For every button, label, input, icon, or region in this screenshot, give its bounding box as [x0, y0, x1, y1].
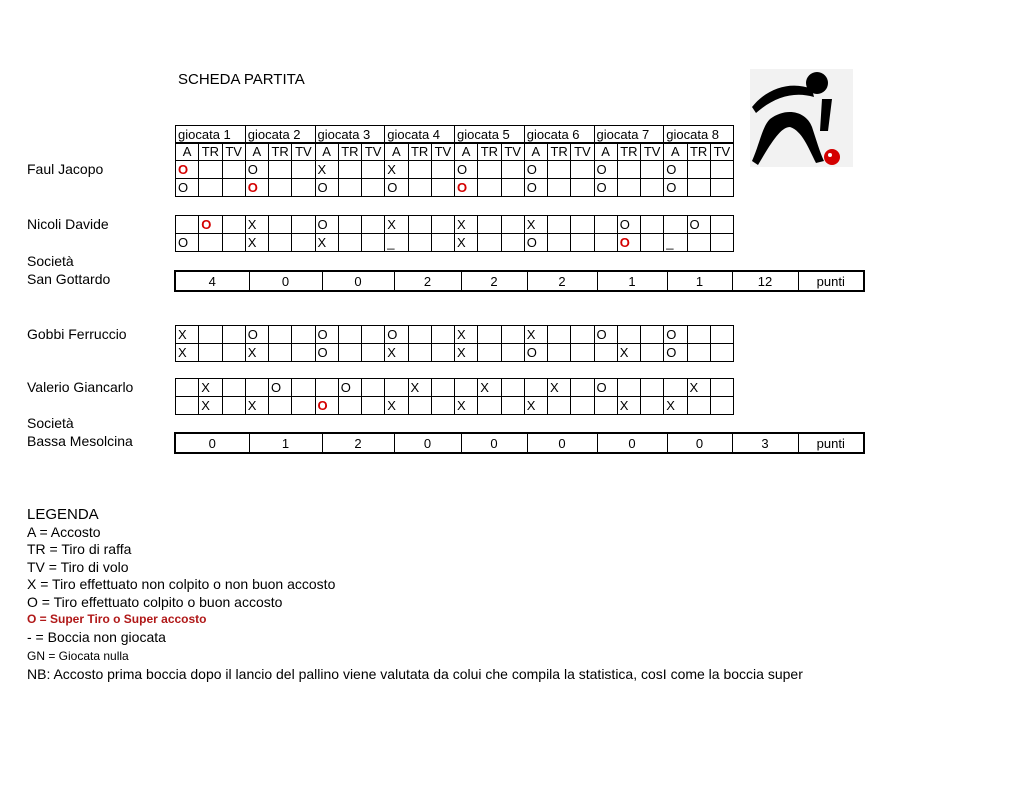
- shot-cell: [641, 397, 664, 415]
- shot-cell: X: [687, 379, 710, 397]
- shot-cell: [222, 326, 245, 344]
- shot-cell: [362, 179, 385, 197]
- shot-cell: [338, 161, 361, 179]
- legend-line: X = Tiro effettuato non colpito o non buon accosto: [27, 576, 336, 592]
- score-cell: 3: [732, 434, 798, 452]
- score-cell: 2: [461, 272, 527, 290]
- shot-cell: [222, 379, 245, 397]
- shot-cell: [245, 379, 268, 397]
- shot-cell: [548, 326, 571, 344]
- shot-cell: O: [524, 161, 547, 179]
- shot-cell: [292, 344, 315, 362]
- legend-super: O = Super Tiro o Super accosto: [27, 612, 207, 626]
- shot-cell: X: [455, 326, 478, 344]
- shot-cell: [687, 161, 710, 179]
- score-cell: 1: [667, 272, 732, 290]
- score-cell: 2: [394, 272, 461, 290]
- societa-name: San Gottardo: [27, 271, 111, 287]
- shot-cell: [222, 161, 245, 179]
- shot-cell: [710, 161, 733, 179]
- giocata-header: giocata 3: [315, 126, 385, 144]
- shot-cell: O: [664, 326, 687, 344]
- shot-type-label: TV: [362, 143, 385, 161]
- score-cell: punti: [798, 434, 863, 452]
- shot-cell: [362, 326, 385, 344]
- shot-cell: [571, 344, 594, 362]
- shot-cell: [292, 397, 315, 415]
- shot-cell: [594, 234, 617, 252]
- shot-cell: [501, 379, 524, 397]
- score-cell: 0: [249, 272, 322, 290]
- shot-cell: [478, 216, 501, 234]
- shot-cell: [641, 234, 664, 252]
- shot-cell: O: [245, 326, 268, 344]
- shot-cell: X: [617, 344, 640, 362]
- shot-cell: O: [176, 234, 199, 252]
- shot-cell: [710, 397, 733, 415]
- shot-cell: [362, 216, 385, 234]
- shot-cell: [664, 379, 687, 397]
- giocata-header: giocata 2: [245, 126, 315, 144]
- shot-cell: X: [199, 397, 222, 415]
- shot-cell: [362, 344, 385, 362]
- shot-cell: [524, 379, 547, 397]
- shot-cell: [408, 161, 431, 179]
- score-cell: 2: [527, 272, 597, 290]
- shot-cell: [687, 179, 710, 197]
- shot-cell: [501, 344, 524, 362]
- shot-cell: [455, 379, 478, 397]
- societa-name: Bassa Mesolcina: [27, 433, 133, 449]
- shot-cell: [478, 234, 501, 252]
- shot-cell: [269, 179, 292, 197]
- shot-cell: O: [199, 216, 222, 234]
- shot-cell: [594, 344, 617, 362]
- shot-cell: [594, 397, 617, 415]
- shot-cell: O: [594, 179, 617, 197]
- score-cell: 0: [527, 434, 597, 452]
- shot-cell: [548, 397, 571, 415]
- shot-cell: [292, 234, 315, 252]
- shot-type-label: TV: [571, 143, 594, 161]
- shot-cell: O: [315, 397, 338, 415]
- score-cell: 1: [597, 272, 667, 290]
- shot-cell: [269, 344, 292, 362]
- shot-cell: X: [664, 397, 687, 415]
- shot-cell: [478, 344, 501, 362]
- shot-cell: [687, 397, 710, 415]
- shot-type-label: TR: [199, 143, 222, 161]
- shot-cell: [338, 397, 361, 415]
- shot-cell: O: [594, 326, 617, 344]
- shot-cell: [199, 344, 222, 362]
- shot-cell: [617, 379, 640, 397]
- player-shots: [175, 160, 734, 197]
- shot-cell: [501, 216, 524, 234]
- legend-line: A = Accosto: [27, 523, 101, 540]
- shot-cell: [176, 397, 199, 415]
- score-cell: 0: [394, 434, 461, 452]
- page-title: SCHEDA PARTITA: [178, 71, 305, 88]
- shot-cell: [222, 216, 245, 234]
- shot-cell: [571, 379, 594, 397]
- shot-cell: [431, 161, 454, 179]
- shot-cell: X: [245, 234, 268, 252]
- shot-cell: O: [245, 179, 268, 197]
- shot-cell: [315, 379, 338, 397]
- shot-cell: [571, 216, 594, 234]
- shot-cell: O: [524, 234, 547, 252]
- shot-type-header: [175, 142, 734, 161]
- shot-cell: [269, 216, 292, 234]
- shot-cell: [571, 397, 594, 415]
- giocata-header: giocata 1: [176, 126, 246, 144]
- shot-cell: [292, 326, 315, 344]
- score-cell: 2: [322, 434, 394, 452]
- shot-cell: [199, 179, 222, 197]
- shot-cell: [501, 161, 524, 179]
- shot-cell: O: [664, 161, 687, 179]
- shot-cell: X: [385, 397, 408, 415]
- shot-cell: [710, 234, 733, 252]
- shot-cell: [362, 397, 385, 415]
- giocata-header: giocata 6: [524, 126, 594, 144]
- shot-cell: [431, 216, 454, 234]
- shot-type-label: A: [245, 143, 268, 161]
- shot-type-label: TV: [501, 143, 524, 161]
- score-cell: 4: [208, 273, 216, 289]
- score-cell: 1: [249, 434, 322, 452]
- shot-cell: [269, 326, 292, 344]
- shot-type-label: A: [664, 143, 687, 161]
- shot-cell: [431, 344, 454, 362]
- shot-type-label: A: [385, 143, 408, 161]
- shot-cell: O: [524, 179, 547, 197]
- giocata-header: giocata 7: [594, 126, 664, 144]
- shot-cell: [478, 397, 501, 415]
- shot-cell: X: [176, 344, 199, 362]
- shot-cell: [269, 234, 292, 252]
- shot-cell: [222, 344, 245, 362]
- shot-cell: [571, 234, 594, 252]
- shot-type-label: A: [315, 143, 338, 161]
- shot-type-label: TV: [431, 143, 454, 161]
- shot-cell: X: [385, 216, 408, 234]
- score-row: [174, 270, 865, 292]
- shot-cell: [641, 344, 664, 362]
- shot-cell: [594, 216, 617, 234]
- score-cell: 0: [322, 272, 394, 290]
- shot-cell: X: [524, 216, 547, 234]
- shot-type-label: TR: [269, 143, 292, 161]
- shot-cell: [431, 326, 454, 344]
- shot-cell: [362, 379, 385, 397]
- shot-cell: [176, 216, 199, 234]
- shot-cell: O: [385, 326, 408, 344]
- shot-cell: [292, 379, 315, 397]
- shot-cell: [199, 161, 222, 179]
- shot-cell: [710, 179, 733, 197]
- shot-cell: X: [548, 379, 571, 397]
- shot-cell: O: [269, 379, 292, 397]
- shot-cell: [408, 344, 431, 362]
- shot-type-label: TR: [617, 143, 640, 161]
- legend-line: TR = Tiro di raffa: [27, 541, 132, 557]
- shot-type-label: TR: [548, 143, 571, 161]
- shot-type-label: TV: [222, 143, 245, 161]
- shot-cell: [478, 179, 501, 197]
- shot-cell: X: [176, 326, 199, 344]
- bocce-player-logo: [750, 69, 853, 167]
- legend-heading: LEGENDA: [27, 506, 99, 523]
- shot-cell: O: [617, 216, 640, 234]
- shot-cell: X: [455, 397, 478, 415]
- shot-type-label: TR: [408, 143, 431, 161]
- shot-type-label: TR: [687, 143, 710, 161]
- shot-cell: [222, 234, 245, 252]
- shot-cell: O: [594, 379, 617, 397]
- shot-cell: X: [245, 344, 268, 362]
- shot-cell: [431, 179, 454, 197]
- shot-cell: [548, 344, 571, 362]
- shot-cell: O: [524, 344, 547, 362]
- shot-cell: [548, 234, 571, 252]
- shot-cell: O: [664, 179, 687, 197]
- shot-cell: [431, 234, 454, 252]
- player-name: Nicoli Davide: [27, 216, 109, 232]
- shot-type-label: TR: [478, 143, 501, 161]
- shot-cell: [571, 179, 594, 197]
- shot-cell: _: [664, 234, 687, 252]
- score-cell: 0: [208, 435, 216, 451]
- shot-cell: [664, 216, 687, 234]
- shot-cell: [571, 161, 594, 179]
- score-cell: 0: [597, 434, 667, 452]
- shot-cell: [617, 161, 640, 179]
- player-shots: [175, 215, 734, 252]
- shot-cell: O: [176, 161, 199, 179]
- shot-cell: O: [338, 379, 361, 397]
- shot-cell: X: [524, 397, 547, 415]
- shot-cell: O: [315, 344, 338, 362]
- shot-cell: [222, 397, 245, 415]
- shot-cell: [641, 379, 664, 397]
- shot-cell: O: [664, 344, 687, 362]
- shot-type-label: TV: [710, 143, 733, 161]
- shot-cell: [501, 179, 524, 197]
- shot-cell: X: [617, 397, 640, 415]
- legend-nb: NB: Accosto prima boccia dopo il lancio del pallino viene valutata da colui che compila la statistica, cosI come la boccia super: [27, 665, 803, 682]
- shot-cell: [292, 216, 315, 234]
- shot-cell: [617, 326, 640, 344]
- legend-gn: GN = Giocata nulla: [27, 649, 129, 663]
- shot-cell: [687, 326, 710, 344]
- score-cell: 12: [732, 272, 798, 290]
- shot-cell: O: [176, 179, 199, 197]
- player-name: Gobbi Ferruccio: [27, 326, 127, 342]
- score-row: [174, 432, 865, 454]
- shot-cell: [176, 379, 199, 397]
- shot-cell: [501, 397, 524, 415]
- societa-label: Società: [27, 253, 74, 269]
- shot-cell: [501, 326, 524, 344]
- shot-cell: [687, 344, 710, 362]
- shot-cell: [548, 179, 571, 197]
- player-shots: [175, 378, 734, 415]
- shot-type-label: A: [594, 143, 617, 161]
- shot-cell: [408, 179, 431, 197]
- legend-line: - = Boccia non giocata: [27, 628, 166, 645]
- shot-cell: [269, 161, 292, 179]
- shot-cell: X: [199, 379, 222, 397]
- shot-cell: [408, 216, 431, 234]
- shot-cell: [641, 216, 664, 234]
- shot-cell: O: [455, 179, 478, 197]
- legend-line: TV = Tiro di volo: [27, 558, 129, 575]
- shot-cell: [478, 326, 501, 344]
- player-shots: [175, 325, 734, 362]
- shot-type-label: A: [455, 143, 478, 161]
- shot-cell: [338, 179, 361, 197]
- shot-cell: [338, 216, 361, 234]
- player-name: Valerio Giancarlo: [27, 379, 134, 395]
- shot-cell: O: [315, 326, 338, 344]
- shot-cell: [478, 161, 501, 179]
- shot-type-label: TV: [641, 143, 664, 161]
- shot-cell: [710, 326, 733, 344]
- shot-cell: [431, 397, 454, 415]
- shot-cell: [292, 179, 315, 197]
- shot-cell: X: [455, 216, 478, 234]
- shot-cell: [548, 216, 571, 234]
- shot-cell: X: [245, 216, 268, 234]
- shot-cell: [269, 397, 292, 415]
- shot-cell: X: [385, 344, 408, 362]
- shot-cell: [710, 344, 733, 362]
- shot-cell: [501, 234, 524, 252]
- shot-cell: [571, 326, 594, 344]
- shot-cell: [710, 379, 733, 397]
- shot-cell: X: [245, 397, 268, 415]
- shot-cell: X: [385, 161, 408, 179]
- shot-cell: [408, 234, 431, 252]
- shot-cell: O: [594, 161, 617, 179]
- shot-cell: X: [315, 161, 338, 179]
- shot-cell: _: [385, 234, 408, 252]
- shot-cell: O: [315, 216, 338, 234]
- shot-cell: [431, 379, 454, 397]
- score-cell: 0: [667, 434, 732, 452]
- societa-label: Società: [27, 415, 74, 431]
- shot-cell: X: [315, 234, 338, 252]
- shot-cell: O: [687, 216, 710, 234]
- shot-cell: [710, 216, 733, 234]
- shot-cell: [362, 161, 385, 179]
- shot-type-label: A: [524, 143, 547, 161]
- shot-type-label: A: [176, 143, 199, 161]
- shot-cell: O: [617, 234, 640, 252]
- shot-cell: [199, 326, 222, 344]
- shot-cell: [641, 161, 664, 179]
- score-cell: 0: [461, 434, 527, 452]
- legend: [27, 506, 803, 683]
- giocata-header: giocata 5: [455, 126, 525, 144]
- shot-cell: X: [524, 326, 547, 344]
- shot-cell: O: [385, 179, 408, 197]
- shot-type-label: TR: [338, 143, 361, 161]
- shot-cell: O: [315, 179, 338, 197]
- shot-cell: [548, 161, 571, 179]
- player-name: Faul Jacopo: [27, 161, 104, 177]
- shot-cell: [408, 326, 431, 344]
- giocata-header: giocata 4: [385, 126, 455, 144]
- shot-cell: [338, 344, 361, 362]
- shot-cell: X: [408, 379, 431, 397]
- shot-cell: [641, 179, 664, 197]
- giocata-header: giocata 8: [664, 126, 734, 144]
- shot-cell: [338, 234, 361, 252]
- shot-cell: X: [455, 344, 478, 362]
- score-cell: punti: [798, 272, 863, 290]
- legend-line: O = Tiro effettuato colpito o buon accosto: [27, 593, 283, 610]
- shot-cell: [362, 234, 385, 252]
- shot-cell: [641, 326, 664, 344]
- shot-cell: [687, 234, 710, 252]
- shot-cell: [617, 179, 640, 197]
- shot-cell: [292, 161, 315, 179]
- shot-cell: [222, 179, 245, 197]
- shot-cell: [199, 234, 222, 252]
- shot-cell: O: [245, 161, 268, 179]
- shot-cell: X: [455, 234, 478, 252]
- shot-cell: X: [478, 379, 501, 397]
- shot-cell: O: [455, 161, 478, 179]
- shot-cell: [338, 326, 361, 344]
- shot-cell: [385, 379, 408, 397]
- shot-cell: [408, 397, 431, 415]
- shot-type-label: TV: [292, 143, 315, 161]
